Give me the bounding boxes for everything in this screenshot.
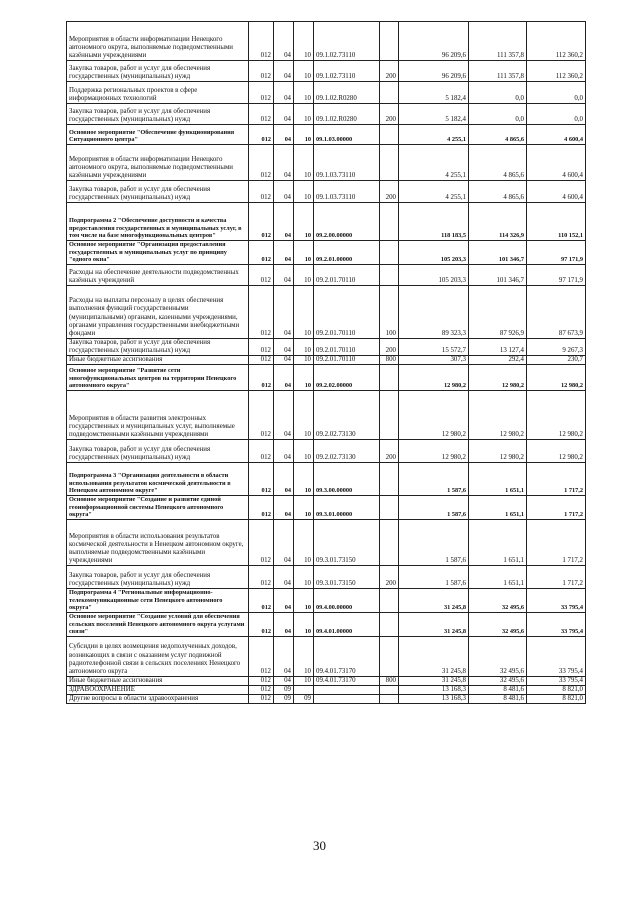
row-name: Основное мероприятие "Создание условий для обеспечения сельских поселений Ненецкого автономного округа услугами связи" — [67, 612, 249, 636]
row-target-article: 09.1.03.73110 — [314, 145, 380, 181]
table-row — [67, 82, 586, 104]
table-row — [67, 463, 586, 496]
row-ved: 012 — [249, 676, 274, 685]
row-expense-type — [380, 264, 399, 285]
row-podrazdel — [294, 685, 314, 694]
row-amount-year2: 292,4 — [469, 355, 527, 364]
row-amount-year1: 5 182,4 — [399, 82, 469, 104]
row-razdel: 04 — [274, 82, 294, 104]
row-target-article: 09.3.01.73150 — [314, 520, 380, 566]
row-amount-year2: 114 326,9 — [469, 203, 527, 241]
row-ved: 012 — [249, 391, 274, 440]
row-name: Основное мероприятие "Создание и развитие единой геоинформационной системы Ненецкого автономного округа" — [67, 496, 249, 520]
row-amount-year3: 230,7 — [527, 355, 586, 364]
row-razdel: 04 — [274, 241, 294, 265]
table-row — [67, 636, 586, 676]
row-name: Поддержка региональных проектов в сфере информационных технологий — [67, 82, 249, 104]
table-row — [67, 125, 586, 145]
row-name: Подпрограмма 3 "Организация деятельности в области использования результатов космической деятельности в Ненецком автономном округе" — [67, 463, 249, 496]
row-amount-year2: 8 481,6 — [469, 685, 527, 694]
row-amount-year3: 12 980,2 — [527, 391, 586, 440]
row-razdel: 04 — [274, 285, 294, 338]
row-ved: 012 — [249, 264, 274, 285]
row-ved: 012 — [249, 338, 274, 355]
row-amount-year2: 0,0 — [469, 82, 527, 104]
row-podrazdel: 10 — [294, 241, 314, 265]
row-amount-year3: 1 717,2 — [527, 463, 586, 496]
row-target-article: 09.2.01.70110 — [314, 264, 380, 285]
row-name: Закупка товаров, работ и услуг для обеспечения государственных (муниципальных) нужд — [67, 181, 249, 203]
row-expense-type — [380, 520, 399, 566]
table-row — [67, 241, 586, 265]
row-expense-type — [380, 695, 399, 704]
row-amount-year1: 4 255,1 — [399, 125, 469, 145]
row-expense-type — [380, 125, 399, 145]
row-target-article: 09.4.00.00000 — [314, 589, 380, 613]
row-razdel: 04 — [274, 22, 294, 61]
row-amount-year2: 32 495,6 — [469, 676, 527, 685]
table-row — [67, 22, 586, 61]
row-amount-year2: 111 357,8 — [469, 22, 527, 61]
row-expense-type: 800 — [380, 355, 399, 364]
row-amount-year3: 4 600,4 — [527, 145, 586, 181]
row-amount-year1: 13 168,3 — [399, 685, 469, 694]
page-number: 30 — [313, 838, 326, 853]
row-amount-year3: 4 600,4 — [527, 125, 586, 145]
row-name: Мероприятия в области развития электронных государственных и муниципальных услуг, выполняемые подведомственными казёнными учреждениями — [67, 391, 249, 440]
row-podrazdel: 10 — [294, 391, 314, 440]
row-amount-year1: 1 587,6 — [399, 463, 469, 496]
row-amount-year3: 87 673,9 — [527, 285, 586, 338]
row-name: Закупка товаров, работ и услуг для обеспечения государственных (муниципальных) нужд — [67, 104, 249, 125]
row-target-article: 09.4.01.73170 — [314, 636, 380, 676]
row-amount-year1: 31 245,8 — [399, 676, 469, 685]
row-amount-year2: 101 346,7 — [469, 241, 527, 265]
row-ved: 012 — [249, 22, 274, 61]
row-amount-year1: 89 323,3 — [399, 285, 469, 338]
row-name: Мероприятия в области информатизации Ненецкого автономного округа, выполняемые подведомственными казёнными учреждениями — [67, 22, 249, 61]
row-amount-year2: 13 127,4 — [469, 338, 527, 355]
row-name: Закупка товаров, работ и услуг для обеспечения государственных (муниципальных) нужд — [67, 61, 249, 82]
row-podrazdel: 10 — [294, 125, 314, 145]
row-razdel: 04 — [274, 440, 294, 463]
row-podrazdel: 10 — [294, 22, 314, 61]
row-podrazdel: 10 — [294, 463, 314, 496]
row-name: Мероприятия в области использования результатов космической деятельности в Ненецком автономном округе, выполняемые подведомственными казёнными учреждениями — [67, 520, 249, 566]
row-razdel: 04 — [274, 338, 294, 355]
row-target-article: 09.1.02.73110 — [314, 22, 380, 61]
row-target-article: 09.3.01.00000 — [314, 496, 380, 520]
table-row — [67, 181, 586, 203]
table-row — [67, 355, 586, 364]
row-amount-year2: 8 481,6 — [469, 695, 527, 704]
row-razdel: 04 — [274, 520, 294, 566]
row-name: Расходы на обеспечение деятельности подведомственных казённых учреждений — [67, 264, 249, 285]
table-row — [67, 104, 586, 125]
row-razdel: 09 — [274, 695, 294, 704]
row-ved: 012 — [249, 181, 274, 203]
row-ved: 012 — [249, 463, 274, 496]
row-target-article: 09.2.00.00000 — [314, 203, 380, 241]
row-podrazdel: 10 — [294, 589, 314, 613]
row-razdel: 04 — [274, 125, 294, 145]
table-row — [67, 496, 586, 520]
row-amount-year1: 12 980,2 — [399, 391, 469, 440]
row-amount-year2: 4 865,6 — [469, 145, 527, 181]
table-row — [67, 695, 586, 704]
row-razdel: 04 — [274, 264, 294, 285]
row-expense-type: 100 — [380, 285, 399, 338]
row-target-article: 09.3.01.73150 — [314, 566, 380, 589]
row-ved: 012 — [249, 496, 274, 520]
row-expense-type — [380, 365, 399, 391]
row-podrazdel: 10 — [294, 612, 314, 636]
row-ved: 012 — [249, 695, 274, 704]
row-amount-year2: 1 651,1 — [469, 496, 527, 520]
row-amount-year3: 8 821,0 — [527, 695, 586, 704]
row-amount-year3: 1 717,2 — [527, 496, 586, 520]
row-amount-year2: 4 865,6 — [469, 181, 527, 203]
row-amount-year3: 112 360,2 — [527, 22, 586, 61]
row-podrazdel: 10 — [294, 520, 314, 566]
row-podrazdel: 10 — [294, 285, 314, 338]
row-name: Подпрограмма 4 "Региональные информационно-телекоммуникационные сети Ненецкого автономного округа" — [67, 589, 249, 613]
row-amount-year3: 33 795,4 — [527, 589, 586, 613]
row-podrazdel: 10 — [294, 676, 314, 685]
row-amount-year2: 12 980,2 — [469, 365, 527, 391]
row-amount-year1: 15 572,7 — [399, 338, 469, 355]
row-expense-type: 200 — [380, 566, 399, 589]
row-expense-type: 200 — [380, 104, 399, 125]
row-podrazdel: 10 — [294, 264, 314, 285]
row-target-article: 09.2.02.73130 — [314, 391, 380, 440]
table-row — [67, 264, 586, 285]
row-amount-year1: 31 245,8 — [399, 589, 469, 613]
row-ved: 012 — [249, 355, 274, 364]
row-podrazdel: 10 — [294, 145, 314, 181]
row-razdel: 04 — [274, 104, 294, 125]
row-expense-type — [380, 241, 399, 265]
row-razdel: 04 — [274, 61, 294, 82]
row-expense-type: 800 — [380, 676, 399, 685]
row-target-article: 09.2.02.00000 — [314, 365, 380, 391]
row-expense-type — [380, 391, 399, 440]
row-amount-year1: 96 209,6 — [399, 61, 469, 82]
row-amount-year3: 12 980,2 — [527, 365, 586, 391]
row-amount-year3: 33 795,4 — [527, 612, 586, 636]
row-podrazdel: 10 — [294, 355, 314, 364]
row-podrazdel: 10 — [294, 566, 314, 589]
row-amount-year2: 0,0 — [469, 104, 527, 125]
row-target-article: 09.2.02.73130 — [314, 440, 380, 463]
table-row — [67, 566, 586, 589]
row-razdel: 04 — [274, 676, 294, 685]
row-name: Иные бюджетные ассигнования — [67, 676, 249, 685]
row-ved: 012 — [249, 636, 274, 676]
row-ved: 012 — [249, 145, 274, 181]
row-ved: 012 — [249, 685, 274, 694]
table-row — [67, 365, 586, 391]
row-name: Субсидии в целях возмещения недополученных доходов, возникающих в связи с оказанием услуг подвижной радиотелефонной связи в сельских поселениях Ненецкого автономного округа — [67, 636, 249, 676]
row-amount-year2: 12 980,2 — [469, 440, 527, 463]
row-expense-type — [380, 685, 399, 694]
row-amount-year3: 112 360,2 — [527, 61, 586, 82]
table-row — [67, 203, 586, 241]
row-amount-year3: 97 171,9 — [527, 264, 586, 285]
row-ved: 012 — [249, 241, 274, 265]
row-ved: 012 — [249, 589, 274, 613]
row-target-article: 09.2.01.70110 — [314, 355, 380, 364]
row-amount-year3: 12 980,2 — [527, 440, 586, 463]
row-amount-year3: 33 795,4 — [527, 676, 586, 685]
row-expense-type — [380, 612, 399, 636]
row-ved: 012 — [249, 125, 274, 145]
row-target-article: 09.1.03.00000 — [314, 125, 380, 145]
row-name: Иные бюджетные ассигнования — [67, 355, 249, 364]
row-name: Основное мероприятие "Организация предоставления государственных и муниципальных услуг по принципу "одного окна" — [67, 241, 249, 265]
row-podrazdel: 10 — [294, 82, 314, 104]
row-ved: 012 — [249, 440, 274, 463]
row-amount-year3: 0,0 — [527, 82, 586, 104]
row-amount-year1: 1 587,6 — [399, 566, 469, 589]
row-expense-type: 200 — [380, 440, 399, 463]
row-podrazdel: 10 — [294, 496, 314, 520]
table-row — [67, 589, 586, 613]
row-razdel: 04 — [274, 145, 294, 181]
table-row — [67, 61, 586, 82]
row-razdel: 04 — [274, 355, 294, 364]
row-amount-year3: 110 152,1 — [527, 203, 586, 241]
table-row — [67, 520, 586, 566]
row-expense-type — [380, 82, 399, 104]
row-amount-year1: 5 182,4 — [399, 104, 469, 125]
row-ved: 012 — [249, 520, 274, 566]
row-ved: 012 — [249, 82, 274, 104]
row-ved: 012 — [249, 203, 274, 241]
row-amount-year2: 101 346,7 — [469, 264, 527, 285]
table-row — [67, 145, 586, 181]
row-podrazdel: 10 — [294, 181, 314, 203]
row-razdel: 04 — [274, 589, 294, 613]
row-razdel: 04 — [274, 636, 294, 676]
row-amount-year1: 1 587,6 — [399, 496, 469, 520]
row-target-article: 09.2.01.70110 — [314, 285, 380, 338]
row-ved: 012 — [249, 365, 274, 391]
row-amount-year3: 0,0 — [527, 104, 586, 125]
row-razdel: 04 — [274, 203, 294, 241]
row-name: Основное мероприятие "Развитие сети многофункциональных центров на территории Ненецкого автономного округа" — [67, 365, 249, 391]
row-target-article: 09.2.01.70110 — [314, 338, 380, 355]
row-name: Основное мероприятие "Обеспечение функционирования Ситуационного центра" — [67, 125, 249, 145]
row-podrazdel: 10 — [294, 61, 314, 82]
row-amount-year1: 118 183,5 — [399, 203, 469, 241]
row-podrazdel: 10 — [294, 440, 314, 463]
row-name: Закупка товаров, работ и услуг для обеспечения государственных (муниципальных) нужд — [67, 338, 249, 355]
row-target-article: 09.1.02.73110 — [314, 61, 380, 82]
row-amount-year2: 111 357,8 — [469, 61, 527, 82]
row-name: Закупка товаров, работ и услуг для обеспечения государственных (муниципальных) нужд — [67, 566, 249, 589]
row-podrazdel: 09 — [294, 695, 314, 704]
row-expense-type: 200 — [380, 338, 399, 355]
table-row — [67, 676, 586, 685]
row-amount-year2: 32 495,6 — [469, 612, 527, 636]
table-body — [67, 22, 586, 704]
row-expense-type: 200 — [380, 181, 399, 203]
row-amount-year1: 96 209,6 — [399, 22, 469, 61]
row-amount-year2: 32 495,6 — [469, 636, 527, 676]
table-row — [67, 391, 586, 440]
row-razdel: 04 — [274, 181, 294, 203]
row-ved: 012 — [249, 61, 274, 82]
row-amount-year2: 1 651,1 — [469, 566, 527, 589]
row-razdel: 04 — [274, 463, 294, 496]
budget-table — [66, 21, 586, 704]
row-target-article: 09.1.03.73110 — [314, 181, 380, 203]
row-ved: 012 — [249, 566, 274, 589]
row-name: ЗДРАВООХРАНЕНИЕ — [67, 685, 249, 694]
row-amount-year2: 1 651,1 — [469, 463, 527, 496]
row-expense-type — [380, 203, 399, 241]
row-amount-year1: 31 245,8 — [399, 636, 469, 676]
row-target-article: 09.1.02.R0280 — [314, 82, 380, 104]
row-ved: 012 — [249, 612, 274, 636]
row-expense-type — [380, 636, 399, 676]
row-name: Расходы на выплаты персоналу в целях обеспечения выполнения функций государственными (муниципальными) органами, казенными учреждениями, органами управления государственными внебюджетными фондами — [67, 285, 249, 338]
row-amount-year2: 4 865,6 — [469, 125, 527, 145]
row-target-article — [314, 695, 380, 704]
row-amount-year3: 9 267,3 — [527, 338, 586, 355]
row-amount-year1: 12 980,2 — [399, 440, 469, 463]
row-amount-year1: 1 587,6 — [399, 520, 469, 566]
row-podrazdel: 10 — [294, 104, 314, 125]
row-target-article: 09.3.00.00000 — [314, 463, 380, 496]
row-podrazdel: 10 — [294, 636, 314, 676]
row-name: Подпрограмма 2 "Обеспечение доступности и качества предоставления государственных и муниципальных услуг, в том числе на базе многофункциональных центров" — [67, 203, 249, 241]
row-target-article: 09.4.01.00000 — [314, 612, 380, 636]
row-razdel: 04 — [274, 365, 294, 391]
row-expense-type — [380, 463, 399, 496]
row-amount-year2: 32 495,6 — [469, 589, 527, 613]
table-row — [67, 685, 586, 694]
row-amount-year2: 1 651,1 — [469, 520, 527, 566]
row-amount-year3: 1 717,2 — [527, 520, 586, 566]
row-ved: 012 — [249, 104, 274, 125]
table-row — [67, 440, 586, 463]
row-amount-year1: 31 245,8 — [399, 612, 469, 636]
row-amount-year1: 13 168,3 — [399, 695, 469, 704]
row-target-article: 09.1.02.R0280 — [314, 104, 380, 125]
row-amount-year3: 4 600,4 — [527, 181, 586, 203]
row-amount-year1: 12 980,2 — [399, 365, 469, 391]
row-razdel: 04 — [274, 496, 294, 520]
table-row — [67, 285, 586, 338]
row-amount-year2: 12 980,2 — [469, 391, 527, 440]
row-razdel: 04 — [274, 612, 294, 636]
row-amount-year1: 307,3 — [399, 355, 469, 364]
row-ved: 012 — [249, 285, 274, 338]
row-amount-year1: 105 203,3 — [399, 241, 469, 265]
row-podrazdel: 10 — [294, 338, 314, 355]
row-amount-year3: 8 821,0 — [527, 685, 586, 694]
row-razdel: 04 — [274, 566, 294, 589]
row-amount-year2: 87 926,9 — [469, 285, 527, 338]
row-expense-type — [380, 22, 399, 61]
row-amount-year3: 97 171,9 — [527, 241, 586, 265]
row-amount-year1: 105 203,3 — [399, 264, 469, 285]
row-razdel: 09 — [274, 685, 294, 694]
row-name: Другие вопросы в области здравоохранения — [67, 695, 249, 704]
table-row — [67, 612, 586, 636]
row-target-article: 09.4.01.73170 — [314, 676, 380, 685]
row-expense-type — [380, 145, 399, 181]
row-amount-year3: 33 795,4 — [527, 636, 586, 676]
row-name: Мероприятия в области информатизации Ненецкого автономного округа, выполняемые подведомственными казёнными учреждениями — [67, 145, 249, 181]
table-row — [67, 338, 586, 355]
row-amount-year1: 4 255,1 — [399, 145, 469, 181]
row-name: Закупка товаров, работ и услуг для обеспечения государственных (муниципальных) нужд — [67, 440, 249, 463]
row-razdel: 04 — [274, 391, 294, 440]
row-podrazdel: 10 — [294, 365, 314, 391]
row-expense-type: 200 — [380, 61, 399, 82]
row-amount-year3: 1 717,2 — [527, 566, 586, 589]
row-expense-type — [380, 589, 399, 613]
row-amount-year1: 4 255,1 — [399, 181, 469, 203]
row-target-article: 09.2.01.00000 — [314, 241, 380, 265]
row-target-article — [314, 685, 380, 694]
row-expense-type — [380, 496, 399, 520]
row-podrazdel: 10 — [294, 203, 314, 241]
